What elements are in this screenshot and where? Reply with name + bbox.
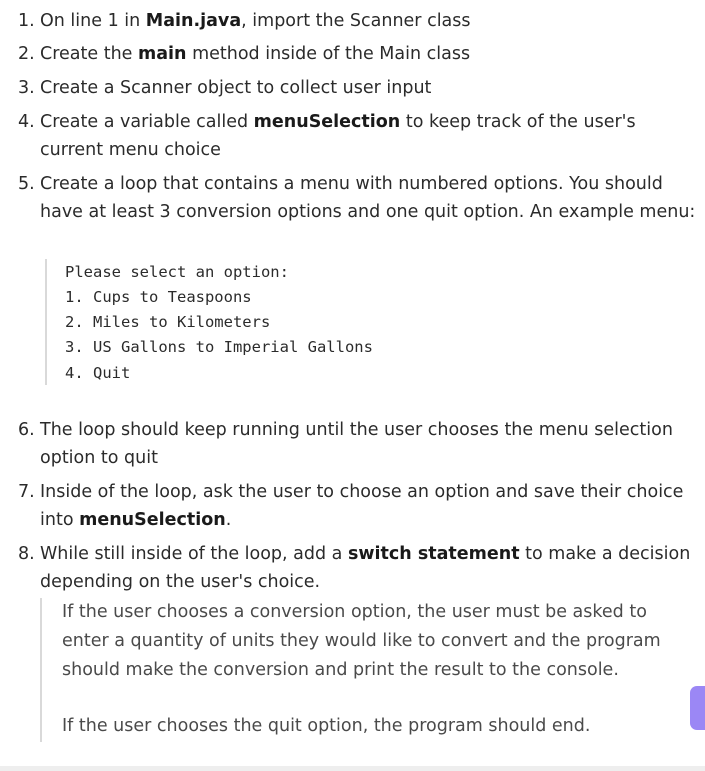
list-text — [40, 74, 700, 102]
list-text — [40, 40, 700, 68]
list-text — [40, 170, 700, 226]
text-run: Create a variable called — [40, 112, 254, 132]
text-run: On line 1 in — [40, 11, 146, 31]
text-run: , import the Scanner class — [241, 11, 471, 31]
list-text — [40, 540, 700, 596]
list-text — [40, 7, 700, 35]
list-number: 7. — [18, 482, 35, 502]
bold-term: Main.java — [145, 11, 242, 31]
text-run: While still inside of the loop, add a — [40, 544, 348, 564]
switch-details-blockquote — [40, 598, 682, 742]
list-number: 3. — [18, 78, 35, 98]
code-line: 2. Miles to Kilometers — [65, 313, 271, 331]
text-run: Create a loop that contains a menu with numbered options. You should have at least 3 conversion options and one quit option. An example menu: — [40, 174, 696, 222]
quote-paragraph: If the user chooses the quit option, the program should end. — [62, 716, 591, 736]
quote-paragraph: If the user chooses a conversion option, the user must be asked to enter a quantity of units they would like to convert and the program should make the conversion and print the result to the console. — [62, 602, 661, 680]
bold-term: menuSelection — [79, 510, 226, 530]
code-line: 3. US Gallons to Imperial Gallons — [65, 338, 373, 356]
code-line: 1. Cups to Teaspoons — [65, 288, 252, 306]
text-run: to make a decision depending on the user's choice. — [40, 544, 691, 592]
text-run: Create a Scanner object to collect user input — [40, 78, 432, 98]
bold-term: main — [138, 44, 187, 64]
list-number: 2. — [18, 44, 35, 64]
example-menu-code-block — [45, 259, 467, 385]
list-number: 4. — [18, 112, 35, 132]
list-text — [40, 478, 700, 534]
text-run: . — [225, 510, 232, 530]
bold-term: menuSelection — [253, 112, 401, 132]
list-number: 1. — [18, 11, 35, 31]
bold-term: switch statement — [347, 544, 520, 564]
text-run: Inside of the loop, ask the user to choose an option and save their choice into — [40, 482, 684, 530]
list-number: 5. — [18, 174, 35, 194]
code-line: 4. Quit — [65, 364, 131, 382]
list-text — [40, 416, 700, 472]
text-run: Create the — [40, 44, 138, 64]
text-run: The loop should keep running until the user chooses the menu selection option to quit — [40, 420, 673, 468]
list-number: 8. — [18, 544, 35, 564]
side-panel-tab[interactable] — [690, 686, 705, 730]
bottom-divider — [0, 766, 705, 771]
list-text — [40, 108, 700, 164]
code-line: Please select an option: — [65, 263, 289, 281]
list-number: 6. — [18, 420, 35, 440]
text-run: to keep track of the user's current menu choice — [40, 112, 636, 160]
text-run: method inside of the Main class — [186, 44, 471, 64]
